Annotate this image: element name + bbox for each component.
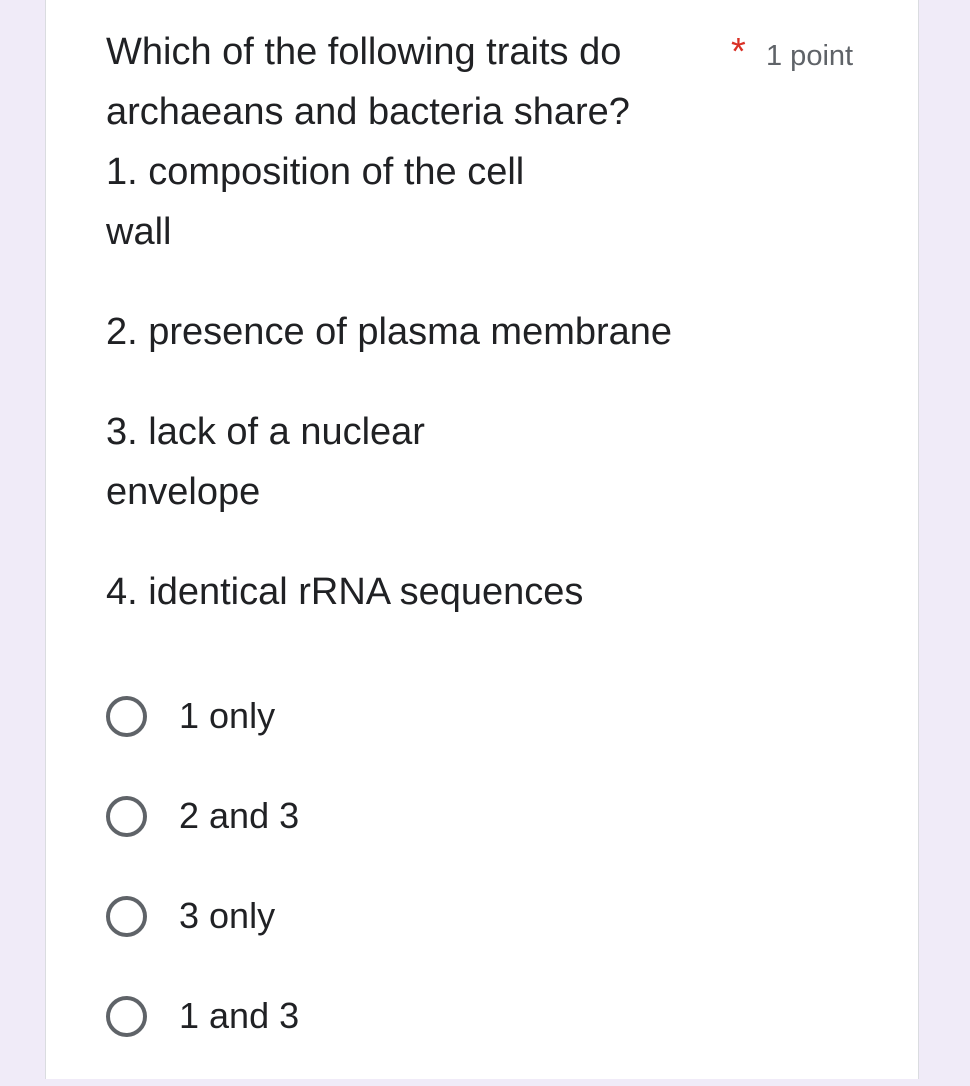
question-text [106,22,673,622]
spacer [106,262,666,302]
answer-options [106,686,299,1086]
spacer [106,522,666,562]
option-label: 1 only [179,695,276,736]
radio-button[interactable] [106,696,147,737]
trait-3-line-1: 3. lack of a nuclear [106,411,425,453]
trait-1-line-1: 1. composition of the cell [106,151,525,193]
required-asterisk: * [731,31,746,73]
points-label: 1 point [766,40,854,72]
radio-button[interactable] [106,896,147,937]
trait-3-line-2: envelope [106,471,261,513]
question-title-line-2: archaeans and bacteria share? [106,91,630,133]
question-card [45,0,919,1079]
spacer [106,362,666,402]
option-3-only[interactable] [106,886,299,946]
option-label: 2 and 3 [179,795,300,836]
radio-button[interactable] [106,996,147,1037]
trait-1-line-2: wall [106,211,172,253]
trait-2: 2. presence of plasma membrane [106,311,673,353]
option-1-and-3[interactable] [106,986,299,1046]
option-2-and-3[interactable] [106,786,299,846]
option-label: 3 only [179,895,276,936]
trait-4: 4. identical rRNA sequences [106,571,584,613]
option-1-only[interactable] [106,686,299,746]
question-title-line-1: Which of the following traits do [106,31,622,73]
radio-button[interactable] [106,796,147,837]
option-label: 1 and 3 [179,995,300,1036]
